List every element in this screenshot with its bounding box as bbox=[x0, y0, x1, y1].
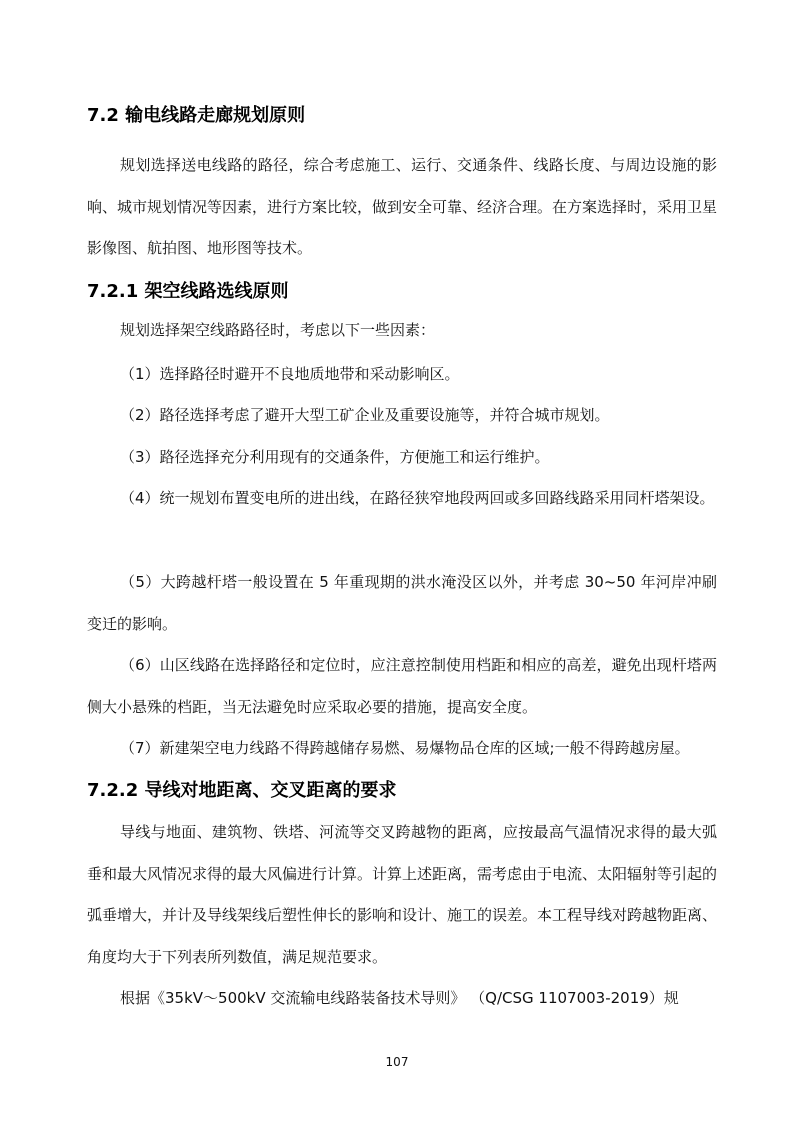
list-item: （3）路径选择充分利用现有的交通条件，方便施工和运行维护。 bbox=[120, 448, 550, 466]
list-item: （5）大跨越杆塔一般设置在 5 年重现期的洪水淹没区以外，并考虑 30~50 年河岸冲刷变迁的影响。 bbox=[87, 573, 717, 633]
section-7-2-1-intro: 规划选择架空线路路径时，考虑以下一些因素： bbox=[120, 321, 436, 339]
section-7-2-paragraph: 规划选择送电线路的路径，综合考虑施工、运行、交通条件、线路长度、与周边设施的影响、城市规划情况等因素，进行方案比较，做到安全可靠、经济合理。在方案选择时，采用卫星影像图、航拍图、地形图等技术。 bbox=[87, 156, 718, 257]
list-item: （4）统一规划布置变电所的进出线，在路径狭窄地段两回或多回路线路采用同杆塔架设。 bbox=[120, 489, 715, 507]
section-heading-7-2: 7.2 输电线路走廊规划原则 bbox=[87, 105, 306, 126]
section-7-2-2-paragraph: 导线与地面、建筑物、铁塔、河流等交叉跨越物的距离，应按最高气温情况求得的最大弧垂和最大风情况求得的最大风偏进行计算。计算上述距离，需考虑由于电流、太阳辐射等引起的弧垂增大，并计及导线架线后塑性伸长的影响和设计、施工的误差。本工程导线对跨越物距离、角度均大于下列表所列数值，满足规范要求。 bbox=[87, 823, 718, 966]
list-item: （1）选择路径时避开不良地质地带和采动影响区。 bbox=[120, 365, 460, 383]
list-item: （2）路径选择考虑了避开大型工矿企业及重要设施等，并符合城市规划。 bbox=[120, 406, 610, 424]
section-heading-7-2-2: 7.2.2 导线对地距离、交叉距离的要求 bbox=[87, 780, 397, 801]
section-7-2-2-paragraph-continued: 根据《35kV～500kV 交流输电线路装备技术导则》 （Q/CSG 1107003-2019）规 bbox=[120, 989, 679, 1007]
page-number: 107 bbox=[385, 1055, 409, 1069]
list-item: （6）山区线路在选择路径和定位时，应注意控制使用档距和相应的高差，避免出现杆塔两侧大小悬殊的档距，当无法避免时应采取必要的措施，提高安全度。 bbox=[87, 656, 717, 716]
section-heading-7-2-1: 7.2.1 架空线路选线原则 bbox=[87, 281, 289, 302]
list-item: （7）新建架空电力线路不得跨越储存易燃、易爆物品仓库的区域;一般不得跨越房屋。 bbox=[120, 739, 690, 757]
